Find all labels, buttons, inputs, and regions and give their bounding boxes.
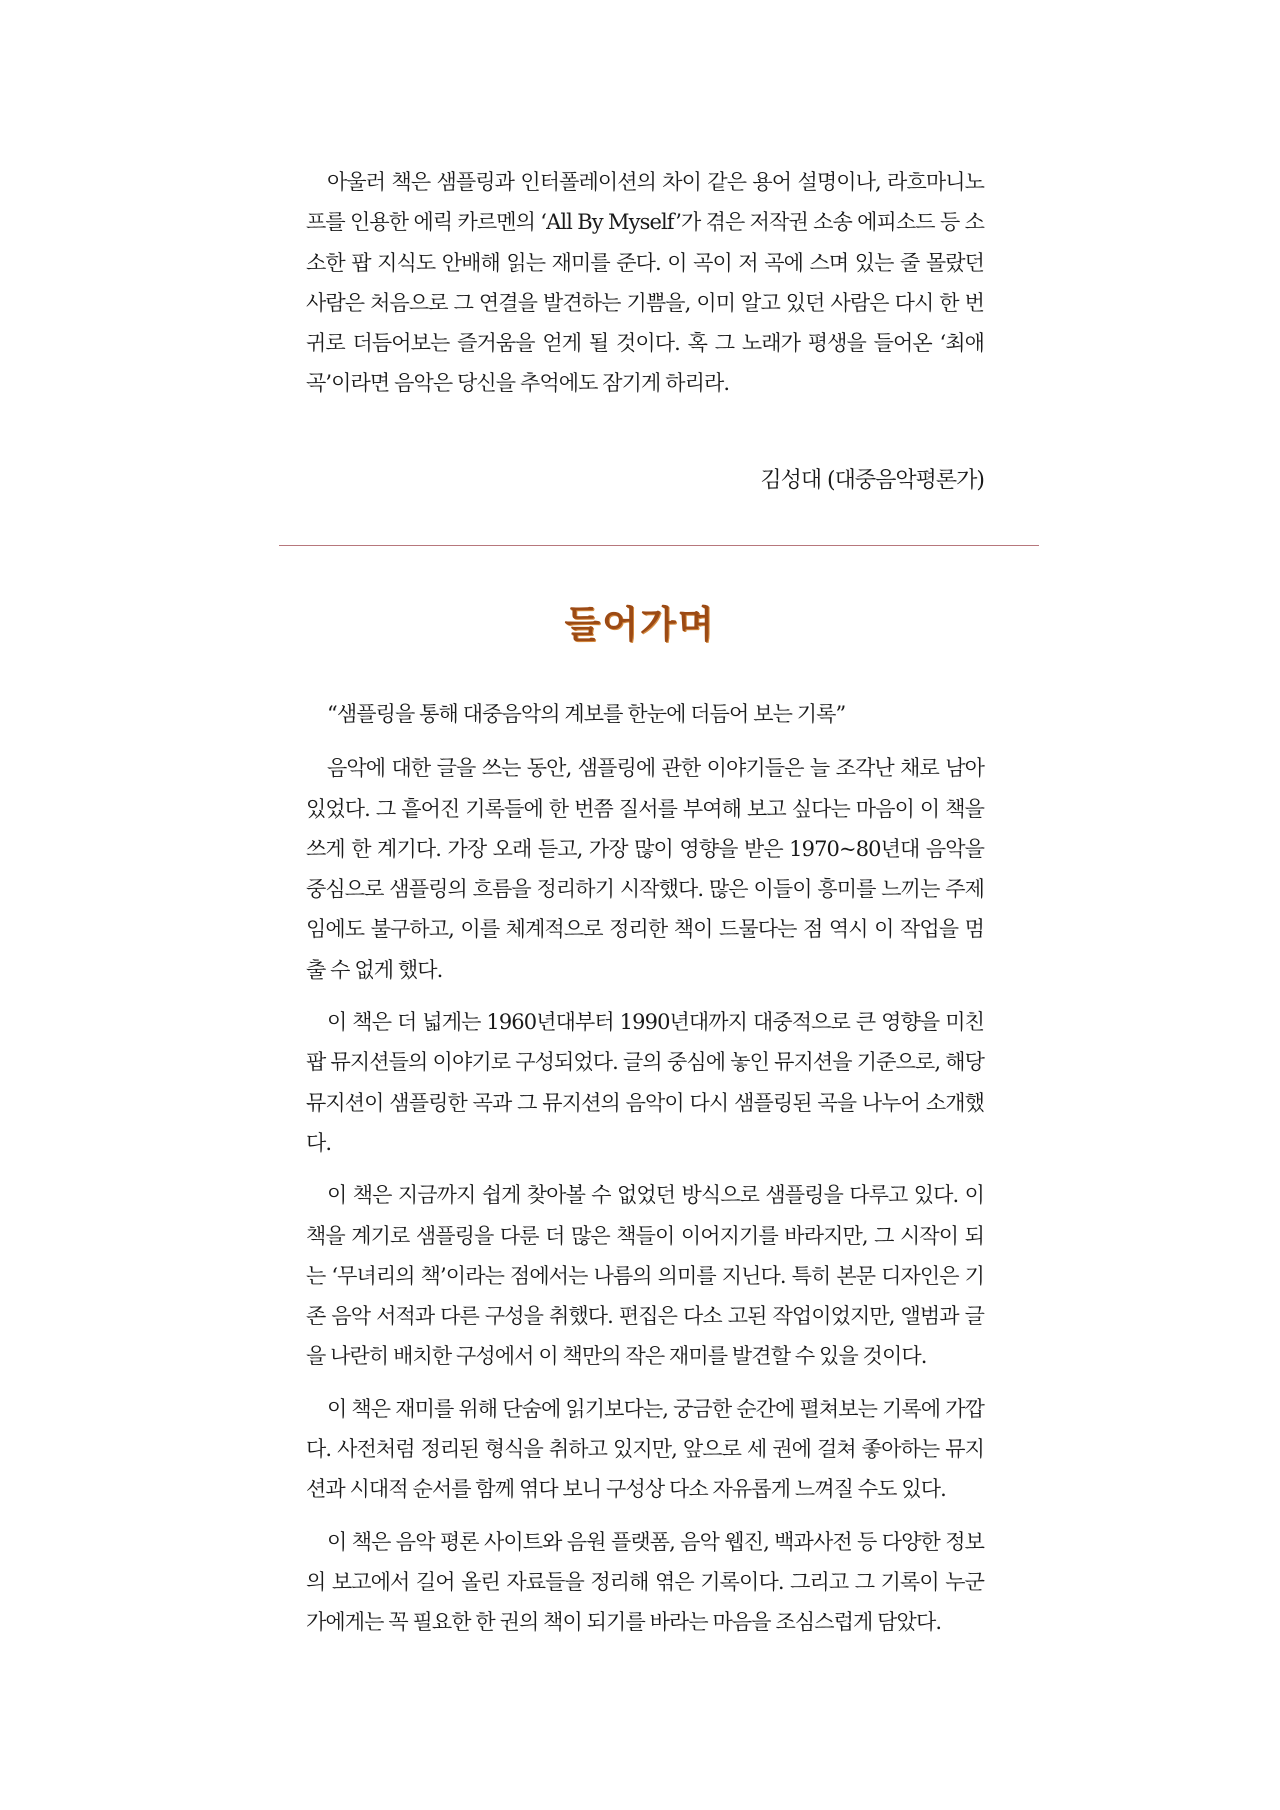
body-paragraph-1: 음악에 대한 글을 쓰는 동안, 샘플링에 관한 이야기들은 늘 조각난 채로 남아 있었다. 그 흩어진 기록들에 한 번쯤 질서를 부여해 보고 싶다는 마음이 이 책을 쓰게 한 계기다. 가장 오래 듣고, 가장 많이 영향을 받은 1970~80년대 음악을 중심으로 샘플링의 흐름을 정리하기 시작했다. 많은 이들이 흥미를 느끼는 주제임에도 불구하고, 이를 체계적으로 정리한 책이 드물다는 점 역시 이 작업을 멈출 수 없게 했다.: [306, 756, 984, 982]
body-paragraph-4: 이 책은 재미를 위해 단숨에 읽기보다는, 궁금한 순간에 펼쳐보는 기록에 가깝다. 사전처럼 정리된 형식을 취하고 있지만, 앞으로 세 권에 걸쳐 좋아하는 뮤지션과 시대적 순서를 함께 엮다 보니 구성상 다소 자유롭게 느껴질 수도 있다.: [306, 1396, 984, 1502]
body-paragraph-5: 이 책은 음악 평론 사이트와 음원 플랫폼, 음악 웹진, 백과사전 등 다양한 정보의 보고에서 길어 올린 자료들을 정리해 엮은 기록이다. 그리고 그 기록이 누군가에게는 꼭 필요한 한 권의 책이 되기를 바라는 마음을 조심스럽게 담았다.: [306, 1529, 984, 1635]
body-paragraph-3: 이 책은 지금까지 쉽게 찾아볼 수 없었던 방식으로 샘플링을 다루고 있다. 이 책을 계기로 샘플링을 다룬 더 많은 책들이 이어지기를 바라지만, 그 시작이 되는 ‘무녀리의 책’이라는 점에서는 나름의 의미를 지닌다. 특히 본문 디자인은 기존 음악 서적과 다른 구성을 취했다. 편집은 다소 고된 작업이었지만, 앨범과 글을 나란히 배치한 구성에서 이 책만의 작은 재미를 발견할 수 있을 것이다.: [306, 1183, 984, 1369]
section-divider: [279, 545, 1039, 546]
intro-section: [306, 162, 984, 404]
section-title: 들어가며: [564, 603, 716, 646]
intro-paragraph: 아울러 책은 샘플링과 인터폴레이션의 차이 같은 용어 설명이나, 라흐마니노프를 인용한 에릭 카르멘의 ‘All By Myself’가 겪은 저작권 소송 에피소드 등 소소한 팝 지식도 안배해 읽는 재미를 준다. 이 곡이 저 곡에 스며 있는 줄 몰랐던 사람은 처음으로 그 연결을 발견하는 기쁨을, 이미 알고 있던 사람은 다시 한 번 귀로 더듬어보는 즐거움을 얻게 될 것이다. 혹 그 노래가 평생을 들어온 ‘최애 곡’이라면 음악은 당신을 추억에도 잠기게 하리라.: [306, 170, 984, 396]
body-paragraph-2: 이 책은 더 넓게는 1960년대부터 1990년대까지 대중적으로 큰 영향을 미친 팝 뮤지션들의 이야기로 구성되었다. 글의 중심에 놓인 뮤지션을 기준으로, 해당 뮤지션이 샘플링한 곡과 그 뮤지션의 음악이 다시 샘플링된 곡을 나누어 소개했다.: [306, 1010, 984, 1155]
section-quote: “샘플링을 통해 대중음악의 계보를 한눈에 더듬어 보는 기록”: [327, 702, 846, 726]
attribution: 김성대 (대중음악평론가): [760, 468, 984, 493]
main-section: [306, 694, 984, 1655]
